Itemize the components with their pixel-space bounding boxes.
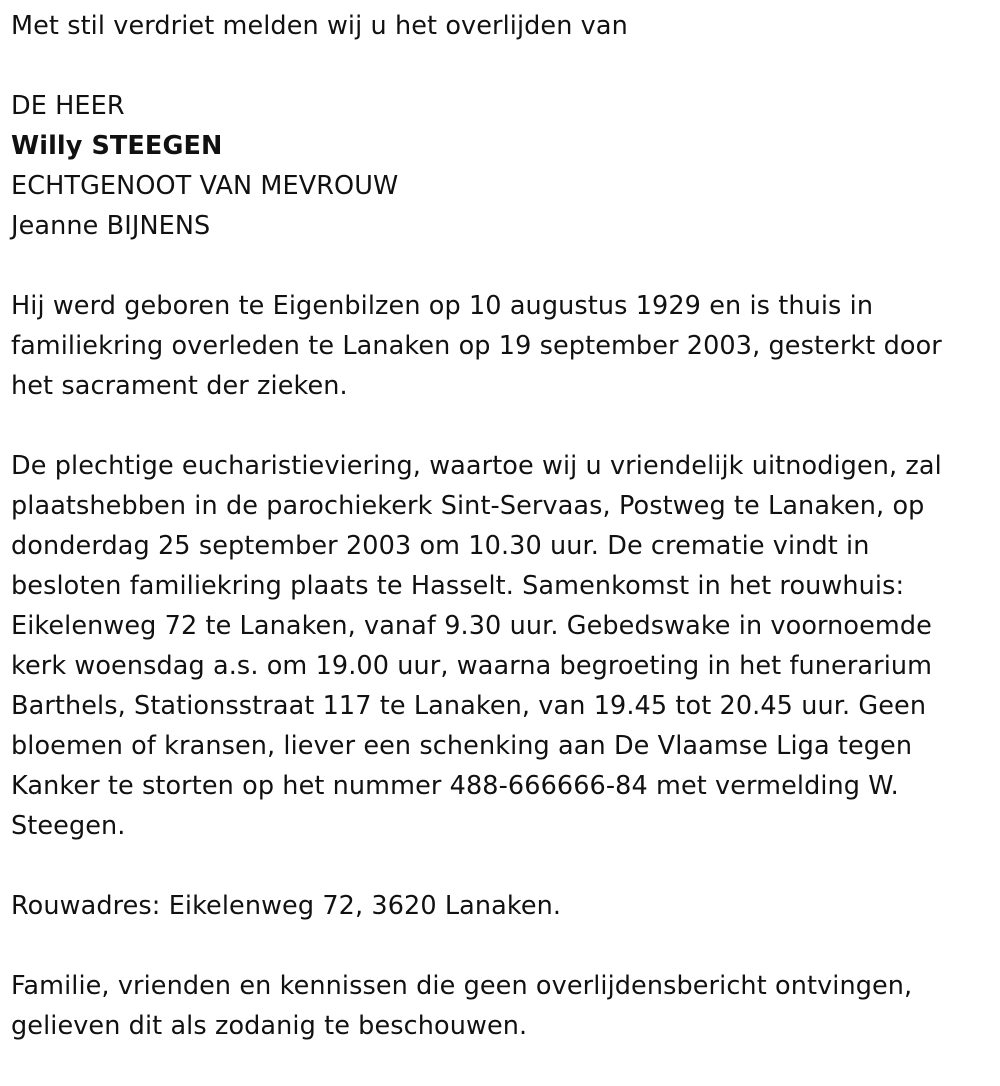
- spouse-name: Jeanne BIJNENS: [11, 211, 211, 241]
- closing-paragraph: Familie, vrienden en kennissen die geen overlijdensbericht ontvingen, gelieven dit als zodanig te beschouwen.: [11, 971, 913, 1041]
- spacer: [11, 926, 986, 966]
- intro-line: Met stil verdriet melden wij u het overlijden van: [11, 11, 628, 41]
- relation-line: ECHTGENOOT VAN MEVROUW: [11, 171, 399, 201]
- deceased-name: Willy STEEGEN: [11, 131, 223, 161]
- title-line: DE HEER: [11, 91, 125, 121]
- spacer: [11, 246, 986, 286]
- spacer: [11, 406, 986, 446]
- ceremony-paragraph: De plechtige eucharistieviering, waartoe wij u vriendelijk uitnodigen, zal plaatshebben in de parochiekerk Sint-Servaas, Postweg te Lanaken, op donderdag 25 september 2003 om 10.30 uur. De crematie vindt in besloten familiekring plaats te Hasselt. Samenkomst in het rouwhuis: Eikelenweg 72 te Lanaken, vanaf 9.30 uur. Gebedswake in voornoemde kerk woensdag a.s. om 19.00 uur, waarna begroeting in het funerarium Barthels, Stationsstraat 117 te Lanaken, van 19.45 tot 20.45 uur. Geen bloemen of kransen, liever een schenking aan De Vlaamse Liga tegen Kanker te storten op het nummer 488-666666-84 met vermelding W. Steegen.: [11, 451, 942, 841]
- birth-death-paragraph: Hij werd geboren te Eigenbilzen op 10 augustus 1929 en is thuis in familiekring overleden te Lanaken op 19 september 2003, gesterkt door het sacrament der zieken.: [11, 291, 942, 401]
- death-notice: [11, 6, 986, 1046]
- spacer: [11, 846, 986, 886]
- mourning-address: Rouwadres: Eikelenweg 72, 3620 Lanaken.: [11, 891, 562, 921]
- spacer: [11, 46, 986, 86]
